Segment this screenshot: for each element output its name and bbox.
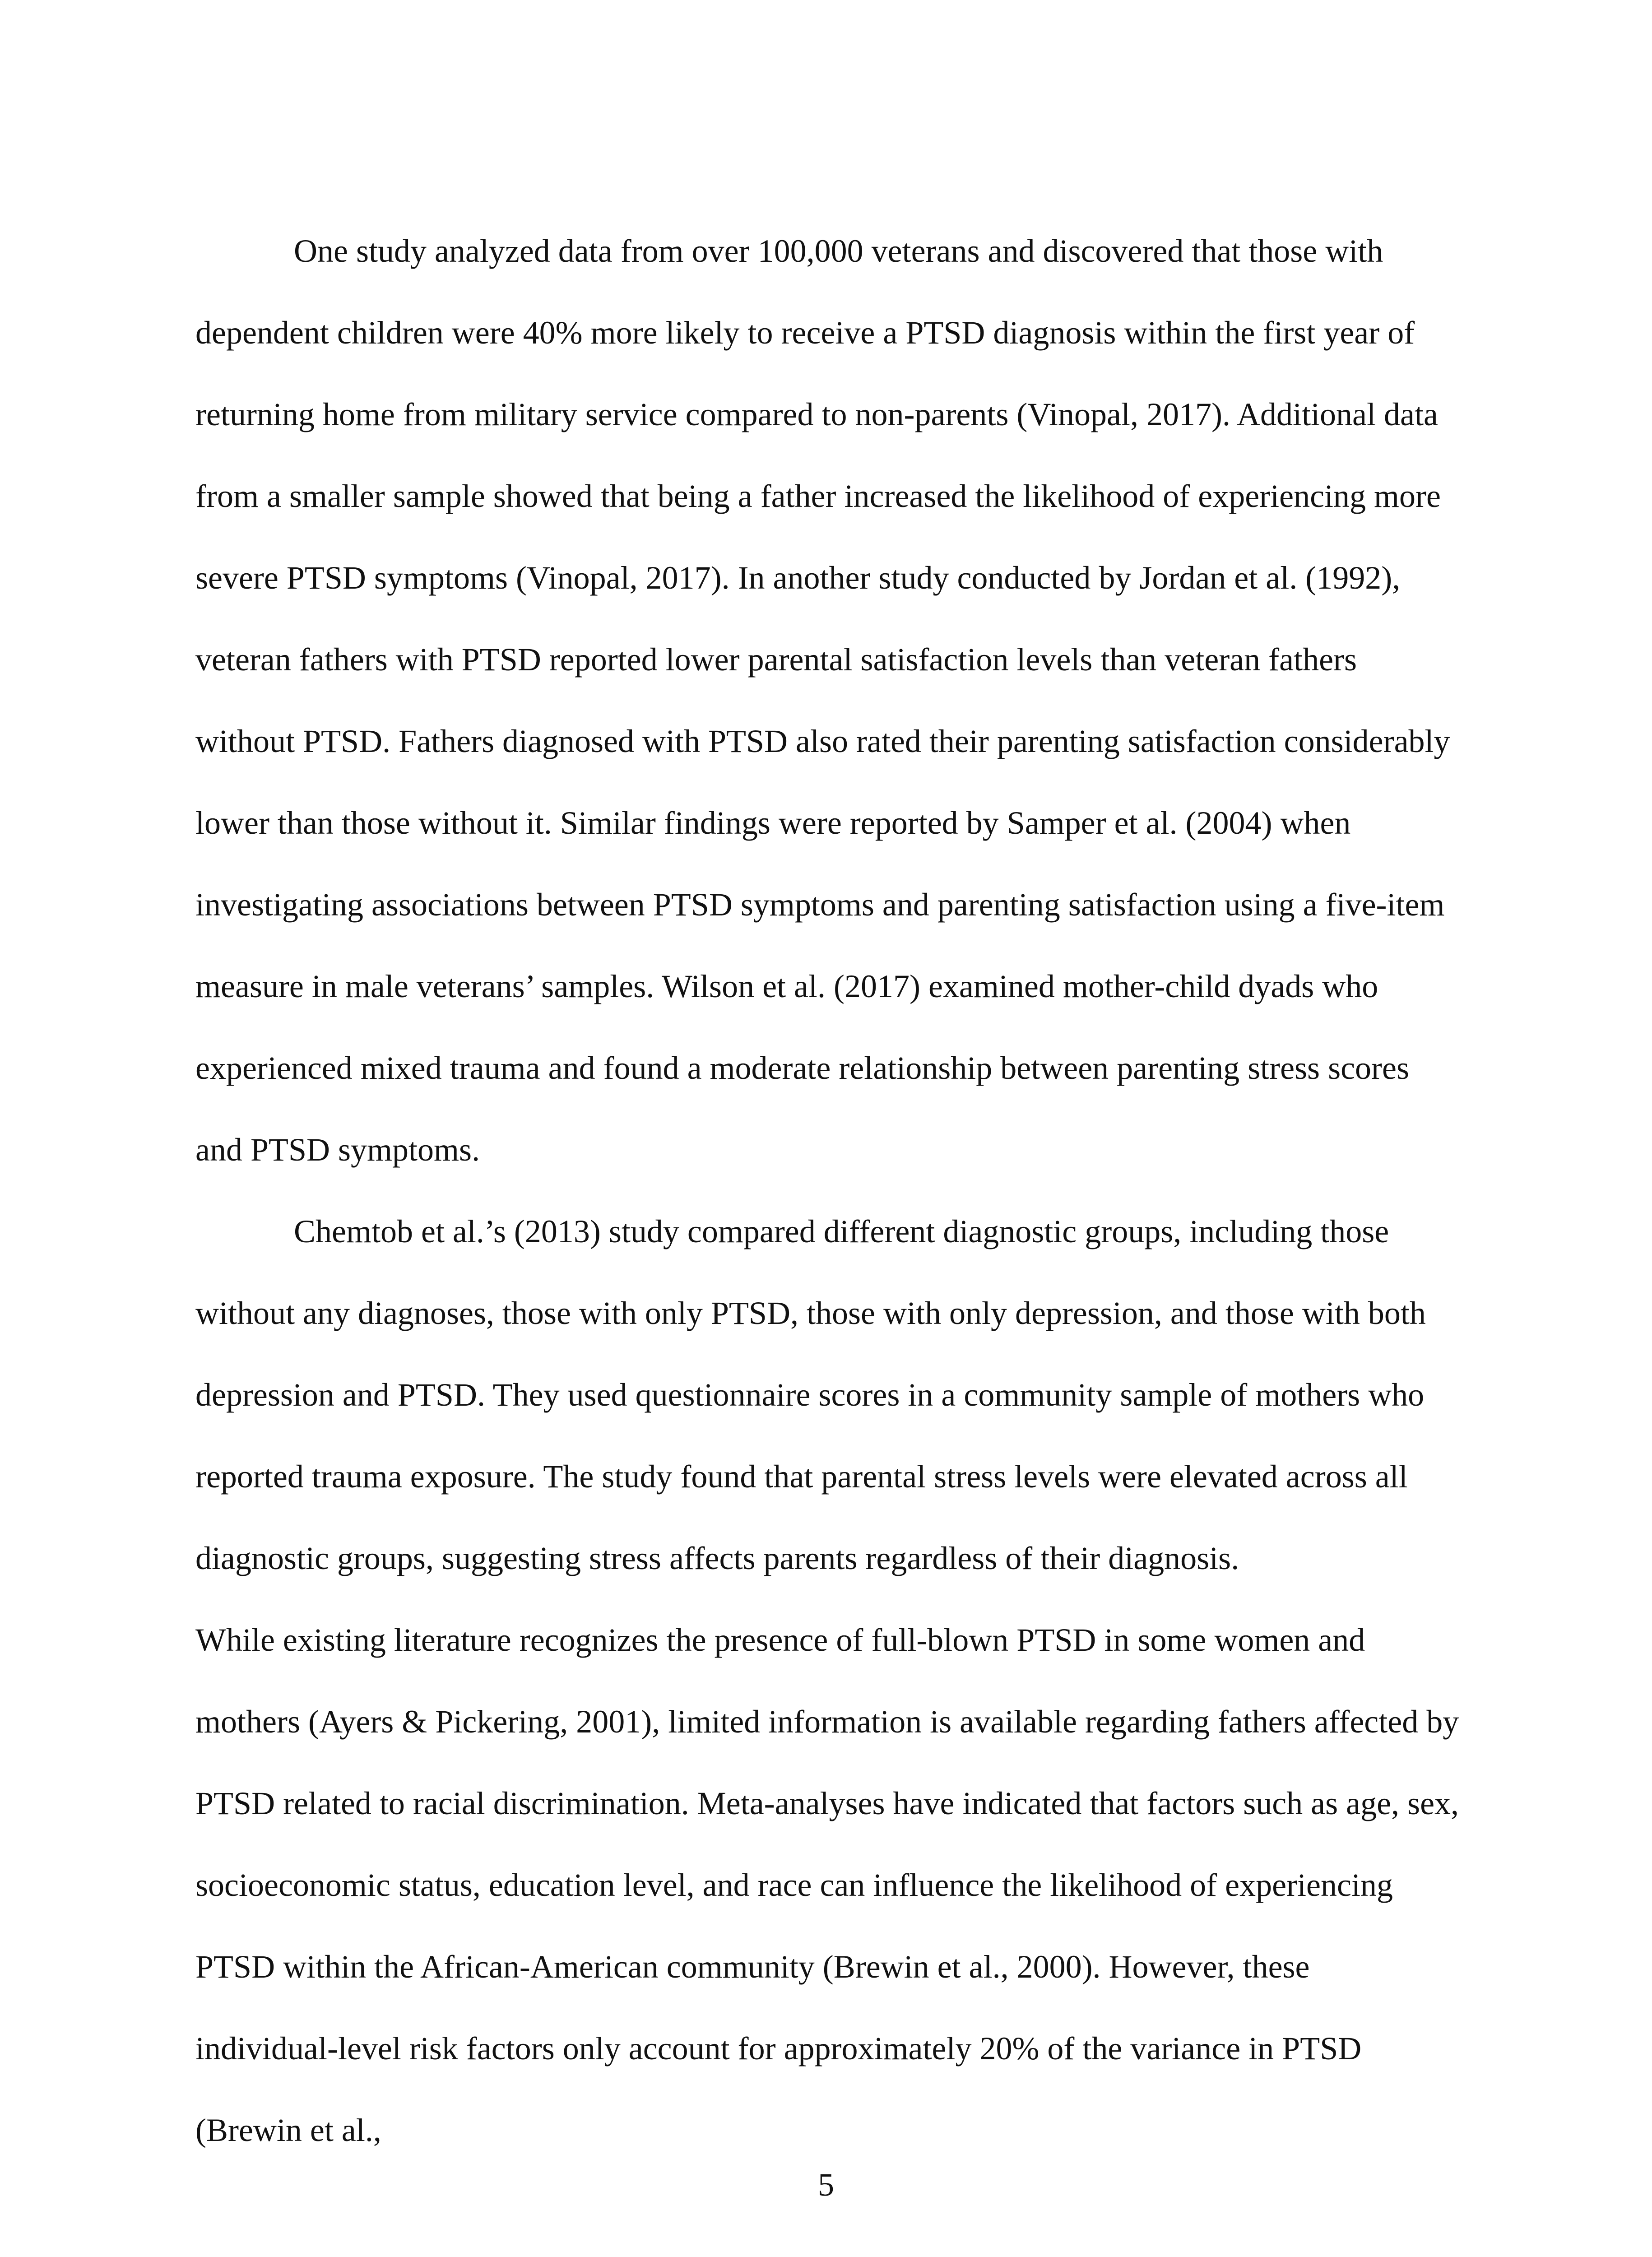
paragraph-veteran-fathers: One study analyzed data from over 100,000 veterans and discovered that those with dependent children were 40% more likely to receive a PTSD diagnosis within the first year of returning home from military service compared to non-parents (Vinopal, 2017). Additional data from a smaller sample showed that being a father increased the likelihood of experiencing more severe PTSD symptoms (Vinopal, 2017). In another study conducted by Jordan et al. (1992), veteran fathers with PTSD reported lower parental satisfaction levels than veteran fathers without PTSD. Fathers diagnosed with PTSD also rated their parenting satisfaction considerably lower than those without it. Similar findings were reported by Samper et al. (2004) when investigating associations between PTSD symptoms and parenting satisfaction using a five-item measure in male veterans’ samples. Wilson et al. (2017) examined mother-child dyads who experienced mixed trauma and found a moderate relationship between parenting stress scores and PTSD symptoms. <box>195 233 1450 1168</box>
page-number: 5 <box>818 2167 834 2203</box>
paragraph-existing-literature: While existing literature recognizes the presence of full-blown PTSD in some women and mothers (Ayers & Pickering, 2001), limited information is available regarding fathers affected by PTSD related to racial discrimination. Meta-analyses have indicated that factors such as age, sex, socioeconomic status, education level, and race can influence the likelihood of experiencing PTSD within the African-American community (Brewin et al., 2000). However, these individual-level risk factors only account for approximately 20% of the variance in PTSD (Brewin et al., <box>195 1622 1459 2148</box>
body-text <box>195 210 1459 2171</box>
paragraph-chemtob-study: Chemtob et al.’s (2013) study compared different diagnostic groups, including those without any diagnoses, those with only PTSD, those with only depression, and those with both depression and PTSD. They used questionnaire scores in a community sample of mothers who reported trauma exposure. The study found that parental stress levels were elevated across all diagnostic groups, suggesting stress affects parents regardless of their diagnosis. <box>195 1213 1426 1576</box>
